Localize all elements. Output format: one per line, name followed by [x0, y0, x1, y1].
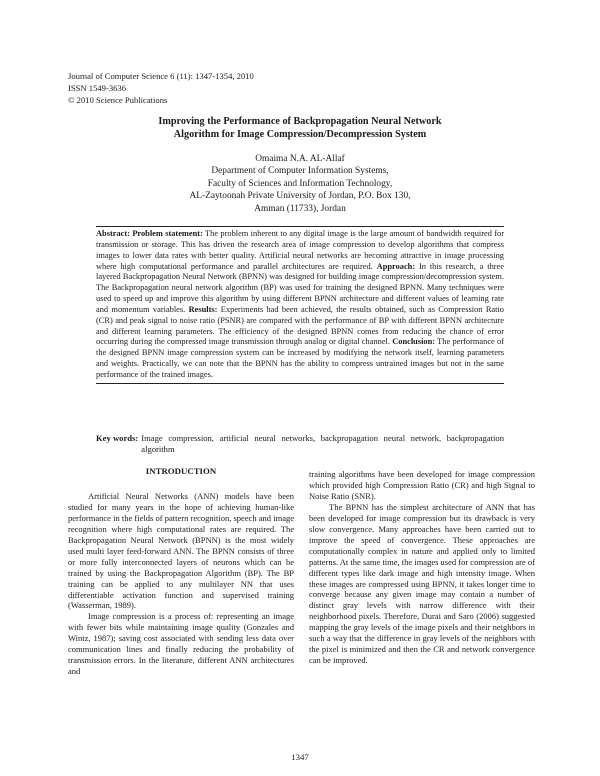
author-city: Amman (11733), Jordan: [254, 203, 346, 214]
author-block: [60, 153, 540, 215]
author-department: Department of Computer Information Systems,: [211, 166, 389, 177]
results-text: Experiments had been achieved, the results obtained, such as Compression Ratio (CR) and peak signal to noise ratio (PSNR) are compared with the performance of BP with different BPNN architecture and different learning parameters. The efficiency of the designed BPNN comes from reducing the chance of error occurring during the compressed image transmission through analog or digital channel.: [96, 304, 504, 347]
left-column: [68, 466, 294, 677]
copyright: © 2010 Science Publications: [68, 95, 168, 106]
paragraph: Artificial Neural Networks (ANN) models have been studied for many years in the hope of achieving human-like performance in the fields of pattern recognition, speech and image recognition where high computational rates are required. The Backpropagation Neural Network (BPNN) is the most widely used multi layer feed-forward ANN. The BPNN consists of three or more fully interconnected layers of neurons which can be trained by using the Backpropagation Algorithm (BP). The BP training can be applied to any multilayer NN that uses differentiable activation function and supervised training (Wasserman, 1989).: [68, 490, 294, 611]
results-label: Results:: [188, 304, 218, 314]
approach-label: Approach:: [376, 261, 416, 271]
issn: ISSN 1549-3636: [68, 83, 127, 94]
section-heading-introduction: INTRODUCTION: [145, 466, 217, 476]
title-line-2: Algorithm for Image Compression/Decompression System: [173, 129, 427, 140]
problem-label: Problem statement:: [132, 229, 203, 238]
keywords-label: Key words:: [96, 433, 139, 443]
conclusion-text: The performance of the designed BPNN image compression system can be increased by modifying the network itself, learning parameters and weights. Practically, we can note that the BPNN has the ability to compress untrained images but not in the same performance of the trained images.: [96, 337, 504, 379]
author-faculty: Faculty of Sciences and Information Technology,: [207, 178, 393, 189]
author-name: Omaima N.A. AL-Allaf: [255, 154, 345, 164]
conclusion-label: Conclusion:: [392, 337, 436, 347]
page-number: 1347: [291, 752, 309, 762]
abstract-label: Abstract:: [96, 229, 130, 238]
journal-citation: Journal of Computer Science 6 (11): 1347-1354, 2010: [68, 71, 254, 81]
keywords: [96, 433, 504, 455]
paragraph: training algorithms have been developed for image compression which provided high Compression Ratio (CR) and high Signal to Noise Ratio (SNR).: [309, 469, 535, 501]
keywords-text: Image compression, artificial neural networks, backpropagation neural network, backpropagation algorithm: [141, 433, 504, 454]
paragraph: Image compression is a process of: representing an image with fewer bits while maintaining image quality (Gonzales and Wintz, 1987); saving cost associated with sending less data over communication lines and finally reducing the probability of transmission errors. In the literature, different ANN architectures and: [68, 611, 294, 677]
paragraph: The BPNN has the simplest architecture of ANN that has been developed for image compression but its drawback is very slow convergence. Many approaches have been carried out to improve the speed of convergence. These approaches are computationally complex in nature and applied only to limited patterns. At the same time, the images used for compression are of different types like dark image and high intensity image. When these images are compressed using BPNN, it takes longer time to converge because any given image may contain a number of distinct gray levels with narrow difference with their neighborhood pixels. Therefore, Durai and Saro (2006) suggested mapping the gray levels of the image pixels and their neighbors in such a way that the difference in gray levels of the neighbors with the pixel is minimized and then the CR and network convergence can be improved.: [309, 501, 535, 666]
author-university: AL-Zaytoonah Private University of Jordan, P.O. Box 130,: [189, 191, 411, 202]
right-column: [309, 469, 535, 666]
journal-header: [68, 70, 254, 107]
problem-text: The problem inherent to any digital image is the large amount of bandwidth required for transmission or storage. This has driven the research area of image compression to develop algorithms that compress images to lower data rates with better quality. Artificial neural networks are becoming attractive in image processing where high computational performance and parallel architectures are required.: [96, 229, 505, 271]
paper-title: [60, 115, 540, 141]
abstract: [96, 226, 504, 384]
approach-text: In this research, a three layered Backpropagation Neural Network (BPNN) was designed for building image compression/decompression system. The Backpropagation neural network algorithm (BP) was used for training the designed BPNN. Many techniques were used to speed up and improve this algorithm by using different BPNN architecture and different values of learning rate and momentum variables.: [96, 261, 504, 314]
title-line-1: Improving the Performance of Backpropagation Neural Network: [158, 116, 442, 127]
